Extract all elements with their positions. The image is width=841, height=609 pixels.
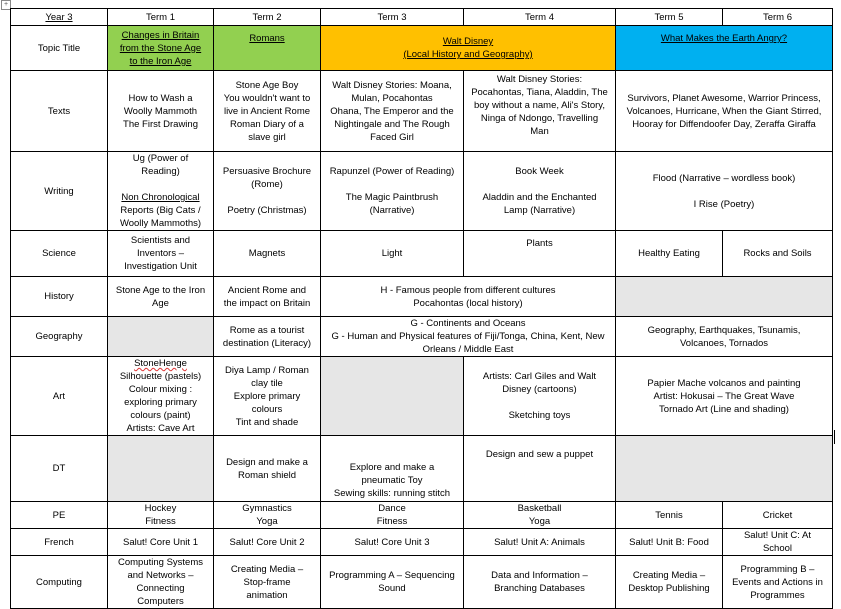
history-term-1: Stone Age to the Iron Age xyxy=(108,277,214,317)
computing-term-4: Data and Information – Branching Databases xyxy=(464,556,616,609)
history-term-2: Ancient Rome and the impact on Britain xyxy=(214,277,321,317)
texts-term-3: Walt Disney Stories: Moana, Mulan, Pocahontas Ohana, The Emperor and the Nightingale and The Rough Faced Girl xyxy=(321,71,464,152)
history-row xyxy=(11,277,833,317)
art-row xyxy=(11,357,833,436)
topic-term-1: Changes in Britain from the Stone Age to the Iron Age xyxy=(108,26,214,71)
science-term-6: Rocks and Soils xyxy=(723,231,833,277)
dt-term-1 xyxy=(108,436,214,502)
row-label: French xyxy=(11,529,108,556)
computing-row xyxy=(11,556,833,609)
writing-term-5-6: Flood (Narrative – wordless book) I Rise (Poetry) xyxy=(616,152,833,231)
science-term-5: Healthy Eating xyxy=(616,231,723,277)
row-label: Geography xyxy=(11,317,108,357)
pe-term-4: Basketball Yoga xyxy=(464,502,616,529)
texts-term-5-6: Survivors, Planet Awesome, Warrior Princess, Volcanoes, Hurricane, When the Giant Stirred, Hooray for Diffendoofer Day, Zeraffa Giraffa xyxy=(616,71,833,152)
history-term-5-6 xyxy=(616,277,833,317)
table-move-icon[interactable]: + xyxy=(1,0,11,10)
dt-term-4: Design and sew a puppet xyxy=(464,436,616,502)
science-row xyxy=(11,231,833,277)
row-label: Art xyxy=(11,357,108,436)
row-label: Texts xyxy=(11,71,108,152)
art-term-4: Artists: Carl Giles and Walt Disney (cartoons) Sketching toys xyxy=(464,357,616,436)
row-label: PE xyxy=(11,502,108,529)
term-5-header: Term 5 xyxy=(616,9,723,26)
art-term-5-6: Papier Mache volcanos and painting Artist: Hokusai – The Great Wave Tornado Art (Line and shading) xyxy=(616,357,833,436)
pe-term-1: Hockey Fitness xyxy=(108,502,214,529)
pe-term-2: Gymnastics Yoga xyxy=(214,502,321,529)
computing-term-5: Creating Media – Desktop Publishing xyxy=(616,556,723,609)
french-term-4: Salut! Unit A: Animals xyxy=(464,529,616,556)
history-term-3-4: H - Famous people from different cultures Pocahontas (local history) xyxy=(321,277,616,317)
pe-row xyxy=(11,502,833,529)
texts-term-2: Stone Age Boy You wouldn't want to live in Ancient Rome Roman Diary of a slave girl xyxy=(214,71,321,152)
computing-term-6: Programming B – Events and Actions in Programmes xyxy=(723,556,833,609)
computing-term-1: Computing Systems and Networks – Connecting Computers xyxy=(108,556,214,609)
french-term-3: Salut! Core Unit 3 xyxy=(321,529,464,556)
row-label: Writing xyxy=(11,152,108,231)
french-term-1: Salut! Core Unit 1 xyxy=(108,529,214,556)
topic-term-2: Romans xyxy=(214,26,321,71)
row-label: Science xyxy=(11,231,108,277)
writing-term-3: Rapunzel (Power of Reading) The Magic Paintbrush (Narrative) xyxy=(321,152,464,231)
science-term-2: Magnets xyxy=(214,231,321,277)
computing-term-3: Programming A – Sequencing Sound xyxy=(321,556,464,609)
pe-term-6: Cricket xyxy=(723,502,833,529)
geography-term-5-6: Geography, Earthquakes, Tsunamis, Volcanoes, Tornados xyxy=(616,317,833,357)
geography-term-1 xyxy=(108,317,214,357)
art-term-3 xyxy=(321,357,464,436)
topic-row xyxy=(11,26,833,71)
year-header: Year 3 xyxy=(11,9,108,26)
term-6-header: Term 6 xyxy=(723,9,833,26)
topic-term-5-6: What Makes the Earth Angry? xyxy=(616,26,833,71)
writing-term-1: Ug (Power of Reading) Non Chronological Reports (Big Cats / Woolly Mammoths) xyxy=(108,152,214,231)
term-2-header: Term 2 xyxy=(214,9,321,26)
french-term-5: Salut! Unit B: Food xyxy=(616,529,723,556)
geography-term-2: Rome as a tourist destination (Literacy) xyxy=(214,317,321,357)
row-label: DT xyxy=(11,436,108,502)
art-term-1: StoneHenge Silhouette (pastels) Colour mixing : exploring primary colours (paint) Artists: Cave Art xyxy=(108,357,214,436)
art-term-2: Diya Lamp / Roman clay tile Explore primary colours Tint and shade xyxy=(214,357,321,436)
term-1-header: Term 1 xyxy=(108,9,214,26)
topic-term-3-4: Walt Disney (Local History and Geography) xyxy=(321,26,616,71)
science-term-3: Light xyxy=(321,231,464,277)
term-3-header: Term 3 xyxy=(321,9,464,26)
pe-term-5: Tennis xyxy=(616,502,723,529)
writing-row xyxy=(11,152,833,231)
curriculum-table xyxy=(10,8,833,609)
row-label: Topic Title xyxy=(11,26,108,71)
pe-term-3: Dance Fitness xyxy=(321,502,464,529)
computing-term-2: Creating Media – Stop-frame animation xyxy=(214,556,321,609)
texts-term-1: How to Wash a Woolly Mammoth The First Drawing xyxy=(108,71,214,152)
texts-row xyxy=(11,71,833,152)
row-label: History xyxy=(11,277,108,317)
geography-term-3-4: G - Continents and Oceans G - Human and Physical features of Fiji/Tonga, China, Kent, New Orleans / Middle East xyxy=(321,317,616,357)
writing-term-2: Persuasive Brochure (Rome) Poetry (Christmas) xyxy=(214,152,321,231)
term-4-header: Term 4 xyxy=(464,9,616,26)
french-term-6: Salut! Unit C: At School xyxy=(723,529,833,556)
writing-term-4: Book Week Aladdin and the Enchanted Lamp (Narrative) xyxy=(464,152,616,231)
dt-term-3: Explore and make a pneumatic Toy Sewing skills: running stitch xyxy=(321,436,464,502)
header-row xyxy=(11,9,833,26)
row-label: Computing xyxy=(11,556,108,609)
text-cursor xyxy=(834,430,835,444)
french-term-2: Salut! Core Unit 2 xyxy=(214,529,321,556)
dt-term-2: Design and make a Roman shield xyxy=(214,436,321,502)
french-row xyxy=(11,529,833,556)
science-term-4: Plants xyxy=(464,231,616,277)
dt-term-5-6 xyxy=(616,436,833,502)
dt-row xyxy=(11,436,833,502)
texts-term-4: Walt Disney Stories: Pocahontas, Tiana, Aladdin, The boy without a name, Ali's Story, Ninga of Ndongo, Travelling Man xyxy=(464,71,616,152)
science-term-1: Scientists and Inventors – Investigation Unit xyxy=(108,231,214,277)
geography-row xyxy=(11,317,833,357)
